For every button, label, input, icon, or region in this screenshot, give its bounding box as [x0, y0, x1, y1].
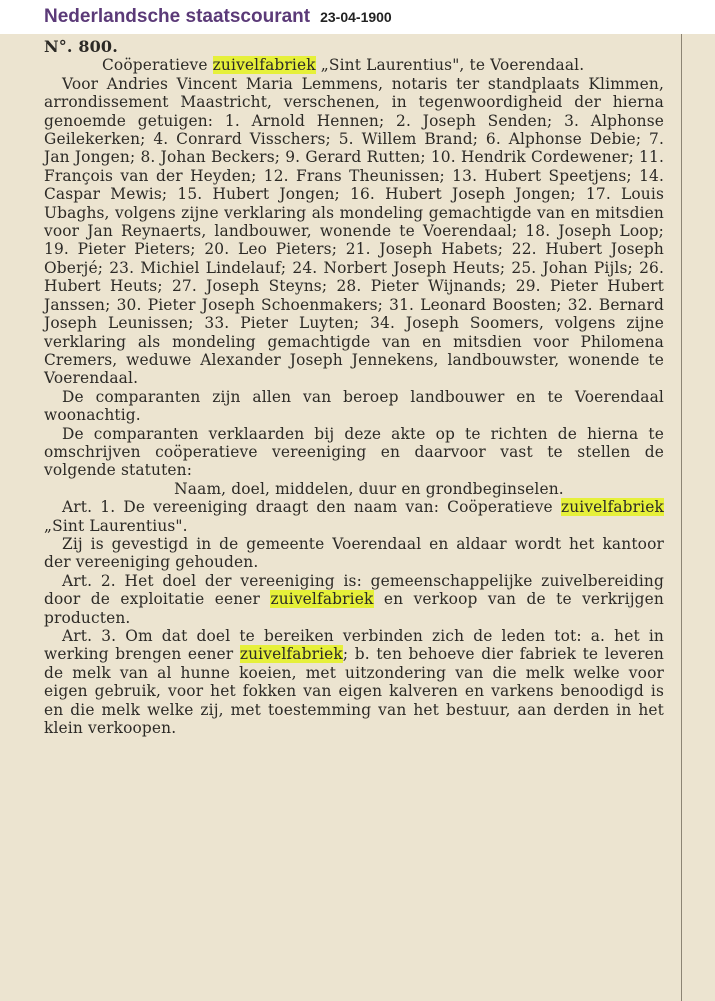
article-number: N°. 800.: [44, 37, 118, 56]
page-header: [0, 0, 715, 34]
article-1: [44, 498, 664, 535]
publication-date: 23-04-1900: [320, 9, 392, 25]
article-3: [44, 627, 664, 737]
article-2: [44, 572, 664, 627]
title-text-after: „Sint Laurentius", te Voerendaal.: [315, 56, 585, 75]
search-highlight: zuivelfabriek: [212, 56, 316, 75]
art1-text-after: „Sint Laurentius".: [44, 516, 188, 535]
paragraph-profession: De comparanten zijn allen van beroep landbouwer en te Voerendaal woonachtig.: [44, 387, 664, 425]
article-body: [44, 38, 664, 737]
art3-text-before: Art. 3. Om dat doel te bereiken verbinden zich de leden tot: a. het in werking brengen eener: [44, 627, 664, 664]
art2-text-before: Art. 2. Het doel der vereeniging is: gemeenschappelijke zuivelbereiding door de exploitatie eener: [44, 571, 664, 609]
art3-text-after: ; b. ten behoeve dier fabriek te leveren de melk van al hunne koeien, met uitzondering van die melk welke voor eigen gebruik, voor het fokken van eigen kalveren en varkens benoodigd is en die melk welke zij, met toestemming van het bestuur, aan derden in het klein verkoopen.: [44, 645, 664, 738]
art1-text-before: Art. 1. De vereeniging draagt den naam van: Coöperatieve: [62, 498, 561, 517]
intro-paragraph: Voor Andries Vincent Maria Lemmens, notaris ter standplaats Klimmen, arrondissement Maastricht, verschenen, in tegenwoordigheid der hierna genoemde getuigen: 1. Arnold Hennen; 2. Joseph Senden; 3. Alphonse Geilekerken; 4. Conrard Visschers; 5. Willem Brand; 6. Alphonse Debie; 7. Jan Jongen; 8. Johan Beckers; 9. Gerard Rutten; 10. Hendrik Cordewener; 11. François van der Heyden; 12. Frans Theunissen; 13. Hubert Speetjens; 14. Caspar Mewis; 15. Hubert Jongen; 16. Hubert Joseph Jongen; 17. Louis Ubaghs, volgens zijne verklaring als mondeling gemachtigde van en mitsdien voor Jan Reynaerts, landbouwer, wonende te Voerendaal; 18. Joseph Loop; 19. Pieter Pieters; 20. Leo Pieters; 21. Joseph Habets; 22. Hubert Joseph Oberjé; 23. Michiel Lindelauf; 24. Norbert Joseph Heuts; 25. Johan Pijls; 26. Hubert Heuts; 27. Joseph Steyns; 28. Pieter Wijnands; 29. Pieter Hubert Janssen; 30. Pieter Joseph Schoenmakers; 31. Leonard Boosten; 32. Bernard Joseph Leunissen; 33. Pieter Luyten; 34. Joseph Soomers, volgens zijne verklaring als mondeling gemachtigde van en mitsdien voor Philomena Cremers, weduwe Alexander Joseph Jennekens, landbouwster, wonende te Voerendaal.: [44, 74, 664, 388]
search-highlight: zuivelfabriek: [270, 590, 374, 609]
column-rule: [681, 34, 682, 1001]
art2-text-after: en verkoop van de te verkrijgen producten.: [44, 590, 664, 627]
newspaper-clipping: [0, 34, 715, 1001]
paragraph-founding: De comparanten verklaarden bij deze akte op te richten de hierna te omschrijven coöperatieve vereeniging en daarvoor vast te stellen de volgende statuten:: [44, 424, 664, 480]
section-heading: Naam, doel, middelen, duur en grondbeginselen.: [174, 479, 564, 498]
publication-title: Nederlandsche staatscourant: [44, 6, 311, 27]
title-text-before: Coöperatieve: [102, 56, 213, 75]
article-title: [44, 56, 664, 74]
search-highlight: zuivelfabriek: [560, 498, 664, 517]
article-1-location: Zij is gevestigd in de gemeente Voerendaal en aldaar wordt het kantoor der vereeniging gehouden.: [44, 534, 664, 572]
search-highlight: zuivelfabriek: [239, 645, 343, 664]
